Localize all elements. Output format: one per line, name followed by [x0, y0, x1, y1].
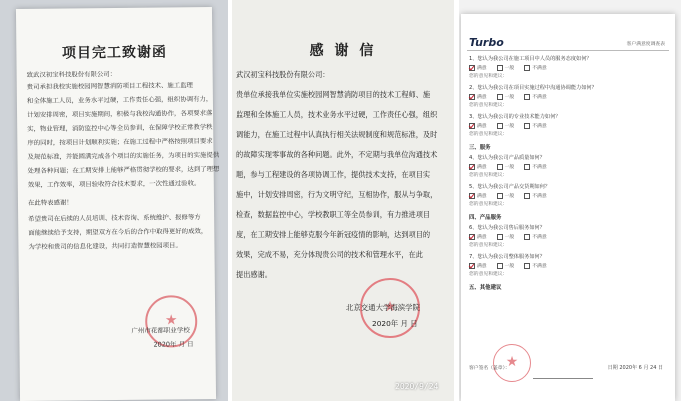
- option-label: 满意: [477, 95, 487, 100]
- checkbox-icon[interactable]: [524, 65, 530, 71]
- question-6: [469, 225, 669, 248]
- option-satisfied[interactable]: [469, 163, 487, 170]
- letter-body-line: 提出感谢。: [236, 270, 272, 279]
- option-label: 不满意: [532, 235, 547, 240]
- option-unsatisfied[interactable]: [524, 163, 546, 170]
- option-label: 不满意: [532, 194, 547, 199]
- option-average[interactable]: [497, 64, 515, 71]
- red-seal-stamp: [493, 344, 531, 382]
- option-label: 不满意: [532, 66, 547, 71]
- checkbox-icon[interactable]: [524, 234, 530, 240]
- checkbox-icon[interactable]: [469, 193, 475, 199]
- suggest-label: 您的意见和建议：: [469, 202, 508, 207]
- letter-body-line: 题，参与工程建设的各项协调工作，提供技术支持，在项目实: [236, 170, 431, 179]
- options: [469, 233, 669, 240]
- checkbox-icon[interactable]: [524, 123, 530, 129]
- option-average[interactable]: [497, 93, 515, 100]
- option-satisfied[interactable]: [469, 64, 487, 71]
- letter-body-line: 希望贵司在后续的人员培训、技术咨询、系统维护、报修等方: [28, 213, 201, 223]
- checkbox-icon[interactable]: [469, 94, 475, 100]
- suggest-label: 您的意见和建议：: [469, 132, 508, 137]
- option-unsatisfied[interactable]: [524, 122, 546, 129]
- option-label: 一般: [504, 124, 515, 129]
- checkbox-icon[interactable]: [524, 164, 530, 170]
- suggest-label: 您的意见和建议：: [469, 272, 508, 277]
- letter-body-line: 监理和全体施工人员，技术业务水平过硬，工作责任心强，组织: [236, 110, 438, 119]
- checkbox-icon[interactable]: [497, 164, 503, 170]
- options: [469, 93, 669, 100]
- letter-paper: [232, 0, 454, 401]
- question-title: 4、您认为我公司产品质量如何？: [469, 155, 545, 161]
- letter-paper: [16, 7, 220, 401]
- option-unsatisfied[interactable]: [524, 93, 546, 100]
- option-satisfied[interactable]: [469, 233, 487, 240]
- option-satisfied[interactable]: [469, 93, 487, 100]
- checkbox-icon[interactable]: [469, 123, 475, 129]
- letter-body-line: 效果，工作效率，项目验收符合技术要求，一次性通过验收。: [27, 179, 201, 189]
- question-4: [469, 155, 669, 178]
- option-average[interactable]: [497, 192, 515, 199]
- letter-body-line: 调能力，在施工过程中认真执行相关法规制度和规范标准，及时: [236, 130, 438, 139]
- checkbox-icon[interactable]: [469, 263, 475, 269]
- option-label: 满意: [477, 264, 487, 269]
- option-unsatisfied[interactable]: [524, 192, 546, 199]
- suggest-label: 您的意见和建议：: [469, 173, 508, 178]
- photo-timestamp: 2020/9/24: [395, 382, 439, 391]
- option-label: 满意: [477, 235, 487, 240]
- letter-body-line: 的故障实现零事故的各种问题。此外，不定期与我单位沟通技术: [236, 150, 438, 159]
- options: [469, 262, 669, 269]
- letter-body-line: 和全体施工人员，业务水平过硬，工作责任心强，组织协调有力，: [26, 94, 213, 105]
- sign-label: 客户签名（盖章）：: [469, 366, 510, 371]
- option-label: 不满意: [532, 95, 547, 100]
- options: [469, 192, 669, 199]
- letter-salutation: 致武汉初宝科技股份有限公司：: [26, 69, 117, 79]
- letter-body-line: 面能继续给予支持，期望双方在今后的合作中取得更好的成效，: [28, 227, 208, 237]
- survey-date: 日期 2020年 6 月 24 日: [607, 365, 663, 371]
- letter-salutation: 武汉初宝科技股份有限公司：: [236, 70, 330, 79]
- question-7: [469, 254, 669, 277]
- option-satisfied[interactable]: [469, 122, 487, 129]
- thank-you-letter-photo-1: [0, 0, 228, 401]
- option-label: 不满意: [532, 264, 547, 269]
- question-3: [469, 114, 669, 137]
- letter-body-line: 度，在工期安排上能够克服今年新冠疫情的影响，达到项目的: [236, 230, 431, 239]
- question-5: [469, 184, 669, 207]
- letter-title: 项目完工致谢函: [61, 44, 167, 62]
- option-label: 一般: [504, 66, 515, 71]
- letter-title: 感 谢 信: [309, 43, 377, 59]
- option-label: 不满意: [532, 124, 547, 129]
- question-title: 3、您认为我公司的专业技术能力如何？: [469, 114, 561, 120]
- option-label: 不满意: [532, 165, 547, 170]
- checkbox-icon[interactable]: [469, 234, 475, 240]
- option-average[interactable]: [497, 262, 515, 269]
- option-unsatisfied[interactable]: [524, 233, 546, 240]
- letter-body-line: 贵司承担我校实施校园网智慧消防项目工程技术、施工监理: [26, 81, 193, 91]
- question-title: 6、您认为我公司售后服务如何？: [469, 225, 545, 231]
- checkbox-icon[interactable]: [497, 234, 503, 240]
- question-list: [469, 56, 669, 295]
- letter-date: 2020年 月 日: [372, 319, 418, 328]
- checkbox-icon[interactable]: [469, 164, 475, 170]
- checkbox-icon[interactable]: [497, 193, 503, 199]
- letter-body-line: 序的同时，按项目计划顺利实施；在施工过程中严格按照项目要求: [27, 136, 213, 147]
- question-title: 2、您认为我公司在项目实施过程中沟通协调能力如何？: [469, 85, 597, 91]
- letter-body-line: 为学校和贵司的信息化建设，共同打造智慧校园项目。: [28, 241, 182, 251]
- letter-body-line: 施中，计划安排周密，行为文明守纪，互相协作，服从与争取，: [236, 190, 438, 199]
- section-heading: 四、产品服务: [469, 215, 502, 221]
- letter-body-line: 效果，完成不易，充分体现贵公司的技术和管理水平，在此: [236, 250, 423, 259]
- option-unsatisfied[interactable]: [524, 262, 546, 269]
- options: [469, 64, 669, 71]
- options: [469, 122, 669, 129]
- option-average[interactable]: [497, 163, 515, 170]
- divider: [467, 50, 669, 51]
- section-heading: 五、其他建议: [469, 285, 502, 291]
- checkbox-icon[interactable]: [497, 65, 503, 71]
- suggest-label: 您的意见和建议：: [469, 74, 508, 79]
- letter-signature: 广州市花都职业学校: [131, 326, 190, 335]
- customer-survey-photo: [459, 0, 681, 401]
- option-satisfied[interactable]: [469, 192, 487, 199]
- letter-body-line: 贵单位承接我单位实施校园网智慧消防项目的技术工程师、施: [236, 90, 431, 99]
- checkbox-icon[interactable]: [524, 193, 530, 199]
- letter-body-line: 及规范标准，并能圆满完成各个项目的实施任务，为项目的实施提供: [27, 150, 220, 161]
- letter-body-line: 检查，数据监控中心，学校教职工等全员参训，有力推进项目: [236, 210, 431, 219]
- suggest-label: 您的意见和建议：: [469, 243, 508, 248]
- question-2: [469, 85, 669, 108]
- option-average[interactable]: [497, 122, 515, 129]
- letter-body-line: 计划安排周密，项目实施期间，积极与我校沟通协作，各项要求落: [27, 108, 213, 119]
- option-label: 一般: [504, 165, 515, 170]
- letter-signature: 北京交通大学海滨学院: [346, 303, 420, 312]
- letter-body-line: 实，物业管理，消防监控中心等全员参训，在保障学校正常教学秩: [27, 122, 213, 133]
- option-label: 满意: [477, 124, 487, 129]
- signature-line: [533, 366, 593, 379]
- brand-logo: Turbo: [469, 36, 504, 49]
- suggest-label: 您的意见和建议：: [469, 103, 508, 108]
- option-label: 一般: [504, 194, 515, 199]
- letter-body-line: 处理各种问题；在工期安排上能够严格贯彻学校的要求，达到了理想: [27, 164, 220, 175]
- option-label: 满意: [477, 194, 487, 199]
- option-satisfied[interactable]: [469, 262, 487, 269]
- checkbox-icon[interactable]: [524, 94, 530, 100]
- option-label: 一般: [504, 95, 515, 100]
- checkbox-icon[interactable]: [524, 263, 530, 269]
- checkbox-icon[interactable]: [497, 263, 503, 269]
- question-title: 7、您认为我公司整体服务如何？: [469, 254, 545, 260]
- option-label: 一般: [504, 264, 515, 269]
- thank-you-letter-photo-2: [232, 0, 454, 401]
- option-label: 一般: [504, 235, 515, 240]
- question-title: 1、您认为我公司在施工项目中人员的服务态度如何？: [469, 56, 592, 62]
- option-label: 满意: [477, 66, 487, 71]
- letter-date: 2020年 月 日: [153, 340, 194, 349]
- option-label: 满意: [477, 165, 487, 170]
- question-title: 5、您认为我公司产品交货期如何？: [469, 184, 551, 190]
- checkbox-icon[interactable]: [497, 94, 503, 100]
- letter-body-line: 在此特表感谢！: [27, 198, 73, 207]
- question-1: [469, 56, 669, 79]
- option-unsatisfied[interactable]: [524, 64, 546, 71]
- section-heading: 三、服务: [469, 145, 491, 151]
- checkbox-icon[interactable]: [469, 65, 475, 71]
- survey-paper: [461, 14, 675, 401]
- option-average[interactable]: [497, 233, 515, 240]
- options: [469, 163, 669, 170]
- survey-title: 客户满意度调查表: [626, 42, 665, 47]
- checkbox-icon[interactable]: [497, 123, 503, 129]
